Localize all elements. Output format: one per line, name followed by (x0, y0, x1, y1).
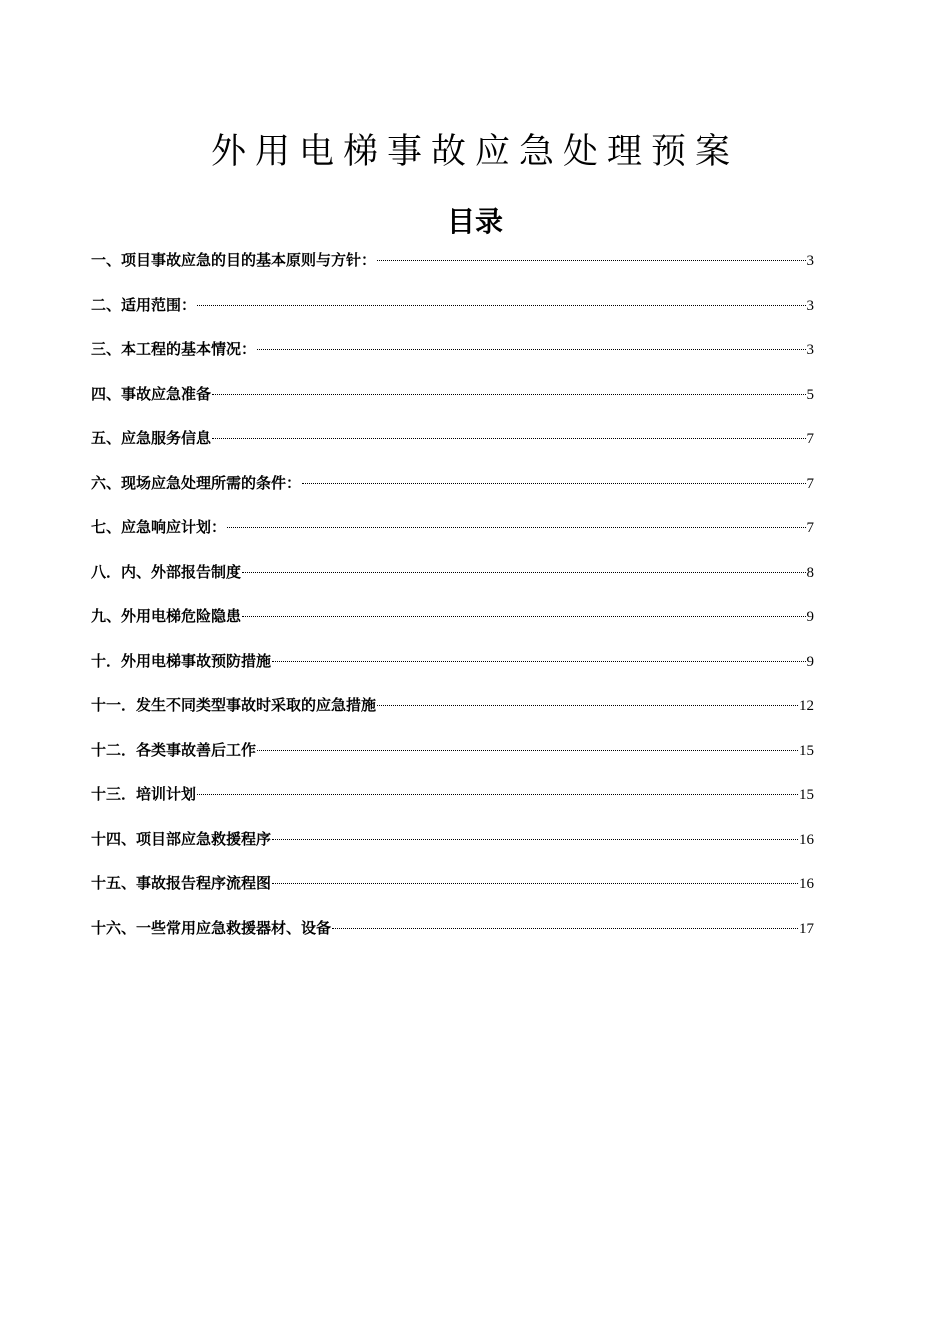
toc-entry[interactable] (91, 594, 814, 639)
toc-entry-page-number: 15 (799, 742, 814, 759)
toc-dot-leader (197, 305, 805, 306)
toc-dot-leader (212, 438, 805, 439)
toc-entry-page-number: 12 (799, 698, 814, 714)
toc-entry[interactable] (91, 372, 814, 417)
toc-entry-page-number: 3 (806, 342, 814, 358)
toc-entry[interactable] (91, 728, 814, 773)
toc-entry-page-number: 7 (806, 431, 814, 447)
toc-entry[interactable] (91, 639, 814, 684)
toc-dot-leader (377, 260, 805, 261)
toc-entry-label: 五、应急服务信息 (91, 429, 212, 447)
toc-entry-label: 六、现场应急处理所需的条件： (91, 473, 302, 492)
toc-entry-page-number: 7 (806, 475, 814, 492)
toc-entry-label: 一、项目事故应急的目的基本原则与方针： (91, 251, 377, 269)
toc-entry-label: 三、本工程的基本情况： (91, 340, 257, 358)
toc-dot-leader (302, 483, 805, 484)
toc-entry[interactable] (91, 283, 814, 328)
toc-dot-leader (272, 883, 798, 884)
toc-dot-leader (212, 394, 805, 395)
toc-entry-label: 十六、一些常用应急救援器材、设备 (91, 918, 332, 937)
toc-entry-label: 十一．发生不同类型事故时采取的应急措施 (91, 696, 377, 714)
toc-entry[interactable] (91, 327, 814, 372)
toc-entry[interactable] (91, 906, 814, 951)
toc-entry-label: 八．内、外部报告制度 (91, 562, 242, 581)
toc-entry-page-number: 3 (806, 253, 814, 269)
toc-entry[interactable] (91, 550, 814, 595)
toc-entry-page-number: 9 (806, 653, 814, 670)
document-title: 外用电梯事故应急处理预案 (210, 132, 739, 172)
toc-entry-label: 十五、事故报告程序流程图 (91, 874, 272, 892)
toc-dot-leader (227, 527, 805, 528)
toc-entry-page-number: 16 (799, 831, 814, 848)
toc-entry-page-number: 7 (806, 520, 814, 536)
toc-entry[interactable] (91, 238, 814, 283)
toc-entry-page-number: 17 (799, 920, 814, 937)
toc-dot-leader (257, 750, 798, 751)
toc-entry[interactable] (91, 505, 814, 550)
toc-entry-label: 十．外用电梯事故预防措施 (91, 651, 272, 670)
toc-entry-label: 十二．各类事故善后工作 (91, 740, 257, 759)
toc-entry-label: 十四、项目部应急救援程序 (91, 829, 272, 848)
toc-entry-page-number: 9 (806, 609, 814, 625)
toc-dot-leader (242, 616, 805, 617)
toc-entry-page-number: 3 (806, 297, 814, 314)
toc-dot-leader (197, 794, 798, 795)
toc-entry-label: 二、适用范围： (91, 295, 197, 314)
toc-entry[interactable] (91, 683, 814, 728)
toc-entry[interactable] (91, 817, 814, 862)
table-of-contents (91, 238, 814, 950)
toc-entry[interactable] (91, 772, 814, 817)
toc-dot-leader (332, 928, 798, 929)
toc-entry-label: 十三．培训计划 (91, 785, 197, 803)
toc-entry-label: 四、事故应急准备 (91, 384, 212, 403)
toc-heading: 目录 (446, 205, 503, 238)
toc-entry[interactable] (91, 861, 814, 906)
toc-entry-label: 九、外用电梯危险隐患 (91, 607, 242, 625)
toc-dot-leader (272, 661, 805, 662)
toc-entry-page-number: 8 (806, 564, 814, 581)
toc-dot-leader (377, 705, 798, 706)
toc-entry[interactable] (91, 416, 814, 461)
toc-entry-page-number: 5 (806, 386, 814, 403)
toc-entry[interactable] (91, 461, 814, 506)
toc-entry-page-number: 15 (799, 787, 814, 803)
toc-dot-leader (272, 839, 798, 840)
toc-dot-leader (242, 572, 805, 573)
toc-entry-label: 七、应急响应计划： (91, 518, 227, 536)
toc-dot-leader (257, 349, 805, 350)
toc-entry-page-number: 16 (799, 876, 814, 892)
